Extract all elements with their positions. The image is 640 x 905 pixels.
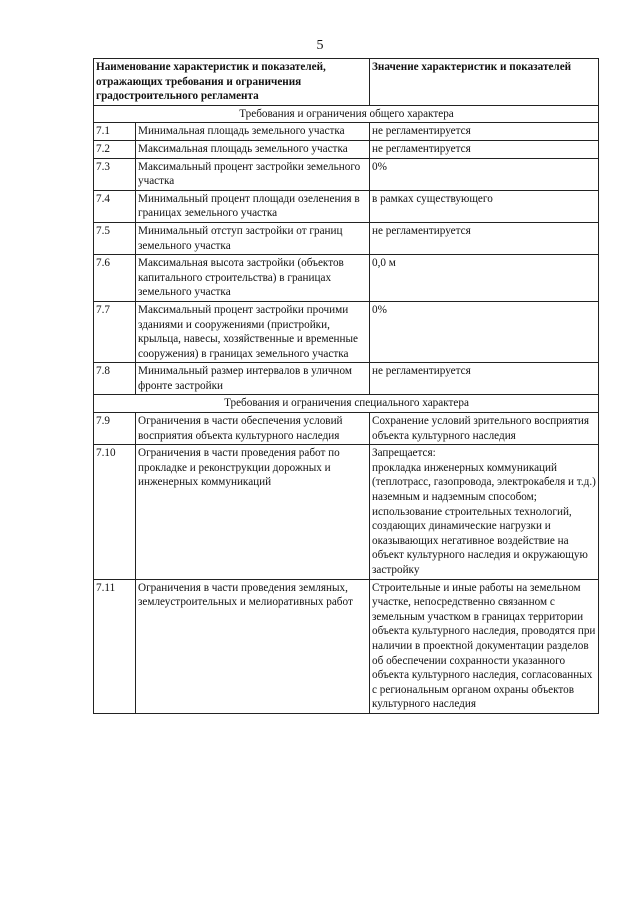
row-number: 7.10 <box>94 445 136 579</box>
row-value: не регламентируется <box>370 363 599 395</box>
row-name: Максимальная высота застройки (объектов капитального строительства) в границах земельного участка <box>136 255 370 302</box>
row-value: не регламентируется <box>370 140 599 158</box>
table-row <box>94 301 599 362</box>
row-number: 7.11 <box>94 579 136 713</box>
row-number: 7.4 <box>94 190 136 222</box>
section-row-special <box>94 395 599 413</box>
row-name: Ограничения в части проведения работ по прокладке и реконструкции дорожных и инженерных коммуникаций <box>136 445 370 579</box>
row-value: Запрещается: прокладка инженерных коммуникаций (теплотрасс, газопровода, электрокабеля и т.д.) наземным и надземным способом; использование строительных технологий, создающих динамические нагрузки и оказывающих негативное воздействие на объект культурного наследия и окружающую застройку <box>370 445 599 579</box>
row-value: Сохранение условий зрительного восприятия объекта культурного наследия <box>370 413 599 445</box>
row-value: не регламентируется <box>370 222 599 254</box>
row-number: 7.3 <box>94 158 136 190</box>
section-title: Требования и ограничения общего характера <box>94 105 599 123</box>
table-row <box>94 222 599 254</box>
table-row <box>94 123 599 141</box>
row-number: 7.5 <box>94 222 136 254</box>
row-value: 0,0 м <box>370 255 599 302</box>
row-value: не регламентируется <box>370 123 599 141</box>
table-row <box>94 255 599 302</box>
row-number: 7.1 <box>94 123 136 141</box>
table-row <box>94 190 599 222</box>
page-number: 5 <box>316 38 324 53</box>
row-number: 7.7 <box>94 301 136 362</box>
table-row <box>94 158 599 190</box>
row-name: Максимальный процент застройки земельного участка <box>136 158 370 190</box>
row-value: 0% <box>370 158 599 190</box>
row-value: Строительные и иные работы на земельном участке, непосредственно связанном с земельным участком в границах территории объекта культурного наследия, проводятся при наличии в проектной документации разделов об обеспечении сохранности указанного объекта культурного наследия, согласованных с региональным органом охраны объектов культурного наследия <box>370 579 599 713</box>
row-name: Максимальный процент застройки прочими зданиями и сооружениями (пристройки, крыльца, навесы, хозяйственные и временные сооружения) в границах земельного участка <box>136 301 370 362</box>
row-number: 7.6 <box>94 255 136 302</box>
row-name: Ограничения в части проведения земляных, землеустроительных и мелиоративных работ <box>136 579 370 713</box>
section-row-general <box>94 105 599 123</box>
row-name: Максимальная площадь земельного участка <box>136 140 370 158</box>
row-value: 0% <box>370 301 599 362</box>
section-title: Требования и ограничения специального характера <box>94 395 599 413</box>
row-name: Минимальный отступ застройки от границ земельного участка <box>136 222 370 254</box>
table-row <box>94 140 599 158</box>
table-row <box>94 363 599 395</box>
row-value: в рамках существующего <box>370 190 599 222</box>
table-row <box>94 413 599 445</box>
regulation-table <box>93 58 599 714</box>
header-name-cell: Наименование характеристик и показателей, отражающих требования и ограничения градостроительного регламента <box>94 59 370 106</box>
row-number: 7.9 <box>94 413 136 445</box>
row-name: Ограничения в части обеспечения условий восприятия объекта культурного наследия <box>136 413 370 445</box>
header-value-cell: Значение характеристик и показателей <box>370 59 599 106</box>
table-row <box>94 445 599 579</box>
row-number: 7.8 <box>94 363 136 395</box>
row-name: Минимальный размер интервалов в уличном фронте застройки <box>136 363 370 395</box>
row-name: Минимальная площадь земельного участка <box>136 123 370 141</box>
row-number: 7.2 <box>94 140 136 158</box>
row-name: Минимальный процент площади озеленения в границах земельного участка <box>136 190 370 222</box>
table-header-row <box>94 59 599 106</box>
table-row <box>94 579 599 713</box>
